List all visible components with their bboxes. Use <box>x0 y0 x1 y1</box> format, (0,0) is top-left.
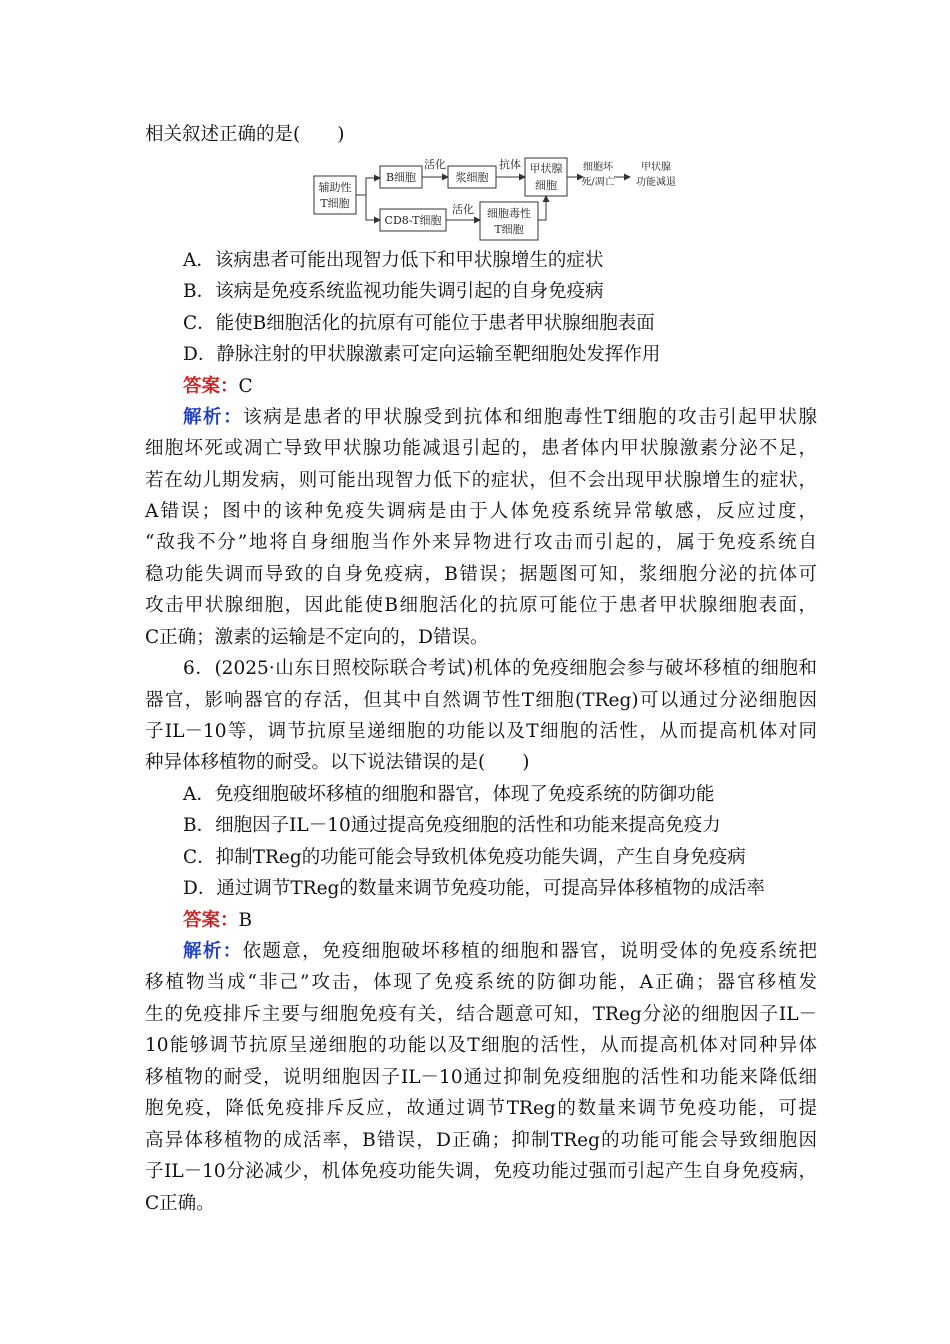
activate-label-2: 活化 <box>452 203 474 216</box>
q5-analysis-line-8: C正确；激素的运输是不定向的，D错误。 <box>145 627 489 648</box>
q6-analysis-line-7: 高异体移植物的成活率，B错误，D正确；抑制TReg的功能可能会导致细胞因 <box>145 1130 817 1151</box>
q5-analysis-text-1: 该病是患者的甲状腺受到抗体和细胞毒性T细胞的攻击引起甲状腺 <box>243 407 817 428</box>
q6-stem-line-1: 6．(2025·山东日照校际联合考试)机体的免疫细胞会参与破坏移植的细胞和 <box>183 658 817 679</box>
q6-analysis-label: 解析： <box>183 941 243 962</box>
q5-stem-tail: 相关叙述正确的是( ) <box>145 124 345 145</box>
antibody-label: 抗体 <box>499 158 521 171</box>
q6-stem-line-4: 种异体移植物的耐受。以下说法错误的是( ) <box>145 752 530 773</box>
q6-analysis-line-6: 胞免疫，降低免疫排斥反应，故通过调节TReg的数量来调节免疫功能，可提 <box>145 1098 817 1119</box>
necrosis-line2: 死/凋亡 <box>581 177 615 188</box>
q6-analysis-line-2: 移植物当成“非己”攻击，体现了免疫系统的防御功能，A正确；器官移植发 <box>145 972 817 993</box>
q6-stem-line-3: 子IL－10等，调节抗原呈递细胞的功能以及T细胞的活性，从而提高机体对同 <box>145 721 817 742</box>
q6-analysis-line-1 <box>183 939 817 965</box>
helper-t-line2: T细胞 <box>320 197 350 210</box>
q5-answer-label: 答案： <box>183 376 239 397</box>
q6-answer-value: B <box>238 910 253 931</box>
q6-option-c: C．抑制TReg的功能可能会导致机体免疫功能失调，产生自身免疫病 <box>183 847 746 868</box>
q6-option-a: A．免疫细胞破坏移植的细胞和器官，体现了免疫系统的防御功能 <box>183 784 715 805</box>
q6-analysis-line-8: 子IL－10分泌减少，机体免疫功能失调，免疫功能过强而引起产生自身免疫病， <box>145 1161 817 1182</box>
q6-analysis-line-3: 生的免疫排斥主要与细胞免疫有关，结合题意可知，TReg分泌的细胞因子IL－ <box>145 1004 817 1025</box>
q6-answer <box>183 908 252 934</box>
q6-option-d: D．通过调节TReg的数量来调节免疫功能，可提高异体移植物的成活率 <box>183 878 765 899</box>
plasma-cell-label: 浆细胞 <box>455 171 489 184</box>
q5-option-a: A．该病患者可能出现智力低下和甲状腺增生的症状 <box>183 250 604 271</box>
cytotoxic-line2: T细胞 <box>494 223 524 236</box>
q6-stem-line-2: 器官，影响器官的存活，但其中自然调节性T细胞(TReg)可以通过分泌细胞因 <box>145 690 817 711</box>
q5-analysis-line-7: 攻击甲状腺细胞，因此能使B细胞活化的抗原可能位于患者甲状腺细胞表面， <box>145 595 817 616</box>
q6-analysis-text-1: 依题意，免疫细胞破坏移植的细胞和器官，说明受体的免疫系统把 <box>242 941 817 962</box>
thyroid-cell-line2: 细胞 <box>535 179 557 192</box>
q6-answer-label: 答案： <box>183 910 239 931</box>
q5-analysis-line-1 <box>183 405 817 431</box>
q5-option-d: D．静脉注射的甲状腺激素可定向运输至靶细胞处发挥作用 <box>183 344 661 365</box>
q5-answer <box>183 374 253 400</box>
necrosis-line1: 细胞坏 <box>583 162 613 173</box>
immune-flow-diagram <box>300 150 700 246</box>
q5-analysis-line-4: A错误；图中的该种免疫失调病是由于人体免疫系统异常敏感，反应过度， <box>145 501 817 522</box>
b-cell-label: B细胞 <box>385 171 417 184</box>
q5-answer-value: C <box>238 376 253 397</box>
result-line2: 功能减退 <box>636 177 676 188</box>
helper-t-line1: 辅助性 <box>318 181 352 194</box>
q6-analysis-line-4: 10能够调节抗原呈递细胞的功能以及T细胞的活性，从而提高机体对同种异体 <box>145 1035 817 1056</box>
q5-analysis-label: 解析： <box>183 407 244 428</box>
result-line1: 甲状腺 <box>641 162 671 173</box>
q6-analysis-line-5: 移植物的耐受，说明细胞因子IL－10通过抑制免疫细胞的活性和功能来降低细 <box>145 1067 817 1088</box>
cytotoxic-line1: 细胞毒性 <box>487 207 531 220</box>
q6-option-b: B．细胞因子IL－10通过提高免疫细胞的活性和功能来提高免疫力 <box>183 815 721 836</box>
q5-analysis-line-5: “敌我不分”地将自身细胞当作外来异物进行攻击而引起的，属于免疫系统自 <box>145 532 817 553</box>
thyroid-cell-line1: 甲状腺 <box>529 162 563 175</box>
q5-analysis-line-6: 稳功能失调而导致的自身免疫病，B错误；据题图可知，浆细胞分泌的抗体可 <box>145 564 817 585</box>
q5-option-c: C．能使B细胞活化的抗原有可能位于患者甲状腺细胞表面 <box>183 313 655 334</box>
cd8-label: CD8-T细胞 <box>384 214 442 227</box>
q6-analysis-line-9: C正确。 <box>145 1193 215 1214</box>
q5-option-b: B．该病是免疫系统监视功能失调引起的自身免疫病 <box>183 281 604 302</box>
activate-label-1: 活化 <box>424 158 446 171</box>
q5-analysis-line-2: 细胞坏死或凋亡导致甲状腺功能减退引起的，患者体内甲状腺激素分泌不足， <box>145 438 817 459</box>
q5-analysis-line-3: 若在幼儿期发病，则可能出现智力低下的症状，但不会出现甲状腺增生的症状， <box>145 470 817 491</box>
